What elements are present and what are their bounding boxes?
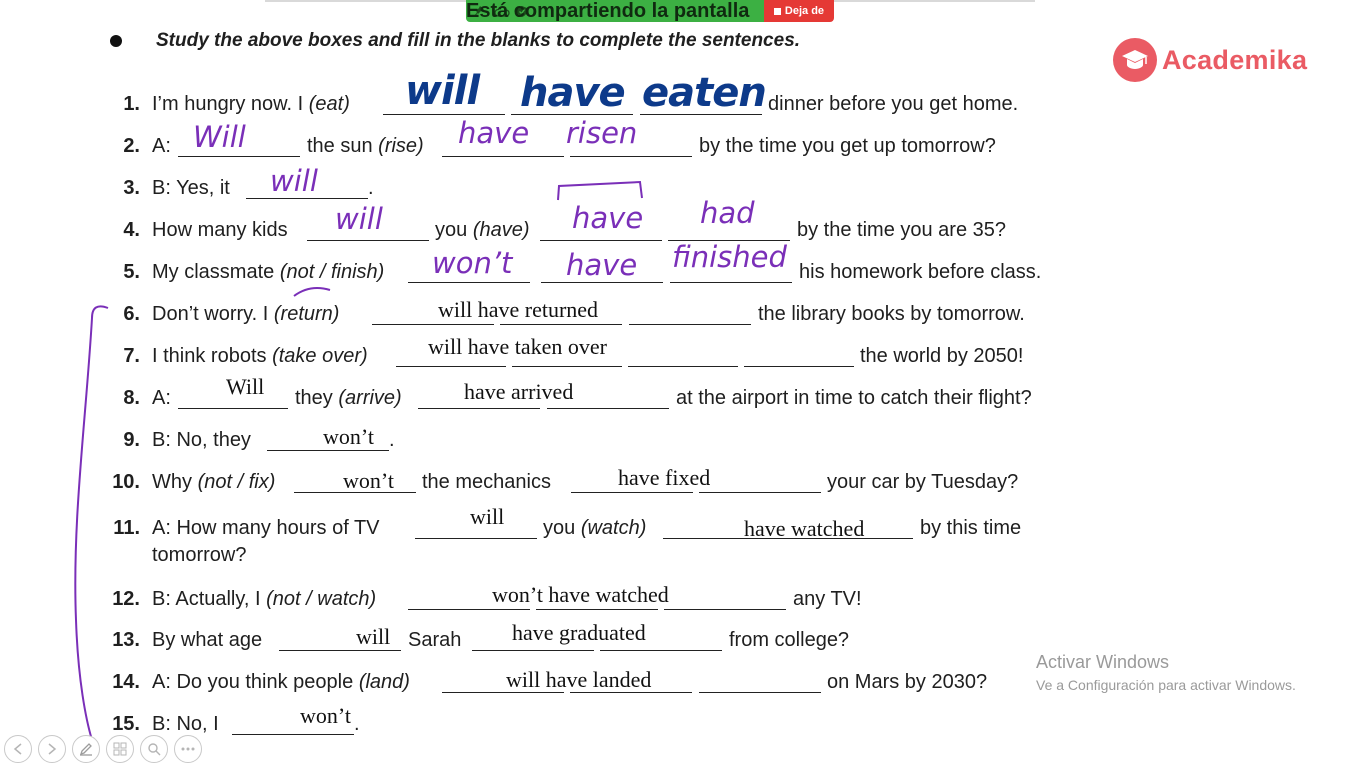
sentence-number: 9.	[123, 429, 140, 451]
sentence-text: A: Do you think people (land)	[152, 671, 410, 693]
watermark-subtitle: Ve a Configuración para activar Windows.	[1036, 677, 1296, 693]
handwritten-answer: risen	[566, 116, 638, 150]
typed-answer: will	[356, 624, 391, 649]
windows-activation-watermark	[1036, 652, 1296, 693]
sentence-text: B: Actually, I (not / watch)	[152, 588, 377, 610]
sharing-label: Está compartiendo la pantalla	[466, 0, 750, 22]
handwritten-answer: have	[458, 116, 530, 150]
sentence-text: A:	[152, 387, 171, 409]
sentence-text: Sarah	[408, 629, 462, 651]
handwritten-answer: eaten	[642, 70, 766, 116]
typed-answer: won’t	[323, 424, 374, 449]
sentence-number: 10.	[112, 471, 140, 493]
sentence-number: 4.	[123, 219, 140, 241]
sentence-text: at the airport in time to catch their flight?	[676, 387, 1032, 409]
sentence-number: 13.	[112, 629, 140, 651]
sentence-text: By what age	[152, 629, 263, 651]
typed-answer: will	[470, 504, 505, 529]
sentence-number: 14.	[112, 671, 140, 693]
typed-answer: have watched	[744, 516, 865, 541]
typed-answer: have fixed	[618, 465, 711, 490]
sentence-text: B: Yes, it	[152, 177, 230, 199]
sentence-number: 8.	[123, 387, 140, 409]
sentence-number: 6.	[123, 303, 140, 325]
sentence-text: your car by Tuesday?	[827, 471, 1019, 493]
sentence-text: Why (not / fix)	[152, 471, 276, 493]
previous-slide-button[interactable]	[4, 735, 32, 763]
pen-icon	[78, 741, 94, 757]
sentence-number: 3.	[123, 177, 140, 199]
handwritten-answer: finished	[672, 240, 787, 274]
sentence-text: I think robots (take over)	[152, 345, 368, 367]
sentence-number: 11.	[113, 517, 140, 539]
sentence-text: the world by 2050!	[860, 345, 1024, 367]
sentence-text: on Mars by 2030?	[827, 671, 988, 693]
handwritten-answer: Will	[193, 120, 246, 154]
sentence-text: his homework before class.	[799, 261, 1042, 283]
arrow-right-icon	[47, 743, 57, 755]
sentence-number: 12.	[112, 588, 140, 610]
handwritten-answer: will	[405, 68, 480, 114]
sentence-text: I’m hungry now. I (eat)	[152, 93, 350, 115]
typed-answer: will have returned	[438, 297, 599, 322]
grid-icon	[113, 742, 127, 756]
typed-answer: will have taken over	[428, 334, 607, 359]
sentence-text: Don’t worry. I (return)	[152, 303, 340, 325]
sentence-text: they (arrive)	[295, 387, 402, 409]
sentence-text: from college?	[729, 629, 850, 651]
handwritten-answer: had	[700, 196, 755, 230]
sentence-text: .	[368, 177, 374, 199]
sentence-text: .	[389, 429, 395, 451]
sentence-number: 5.	[123, 261, 140, 283]
handwritten-answer: will	[335, 202, 383, 236]
sentence-text: by the time you get up tomorrow?	[699, 135, 996, 157]
sentence-text: B: No, I	[152, 713, 219, 735]
brand-name: Academika	[1162, 44, 1308, 75]
zoom-button[interactable]	[140, 735, 168, 763]
sentence-text: you (have)	[435, 219, 530, 241]
typed-answer: Will	[226, 374, 265, 399]
sentence-text: the library books by tomorrow.	[758, 303, 1025, 325]
typed-answer: have graduated	[512, 620, 646, 645]
slideshow-toolbar	[4, 735, 202, 763]
sentence-text: .	[354, 713, 360, 735]
sentence-text: the mechanics	[422, 471, 551, 493]
handwritten-answer: have	[520, 70, 625, 116]
sentence-text: you (watch)	[543, 517, 647, 539]
arrow-left-icon	[13, 743, 23, 755]
sentence-text: any TV!	[793, 588, 862, 610]
handwritten-answer: won’t	[432, 246, 513, 280]
sentence-text: How many kids	[152, 219, 288, 241]
watermark-title: Activar Windows	[1036, 652, 1170, 672]
instructions-text: Study the above boxes and fill in the blanks to complete the sentences.	[156, 30, 801, 51]
sentence-text: by this time	[920, 517, 1022, 539]
handwritten-answer: have	[566, 248, 638, 282]
stop-sharing-label: Deja de	[784, 5, 825, 17]
handwritten-answer: will	[270, 164, 318, 198]
sentence-text: My classmate (not / finish)	[152, 261, 385, 283]
slides-grid-button[interactable]	[106, 735, 134, 763]
typed-answer: won’t	[343, 468, 394, 493]
typed-answer: will have landed	[506, 667, 652, 692]
sentence-text: B: No, they	[152, 429, 251, 451]
more-options-button[interactable]	[174, 735, 202, 763]
sentence-number: 7.	[123, 345, 140, 367]
pen-tool-button[interactable]	[72, 735, 100, 763]
sentence-number: 2.	[123, 135, 140, 157]
sentence-text: A: How many hours of TV	[152, 517, 380, 539]
next-slide-button[interactable]	[38, 735, 66, 763]
magnifier-icon	[147, 742, 161, 756]
sentence-number: 15.	[112, 713, 140, 735]
sentence-text: by the time you are 35?	[797, 219, 1007, 241]
sentence-text: dinner before you get home.	[768, 93, 1019, 115]
sentence-text: the sun (rise)	[307, 135, 424, 157]
typed-answer: won’t have watched	[492, 582, 669, 607]
ellipsis-icon	[181, 746, 195, 752]
sentence-text: tomorrow?	[152, 544, 247, 566]
sentence-text: A:	[152, 135, 171, 157]
handwritten-answer: have	[572, 201, 644, 235]
typed-answer: have arrived	[464, 379, 574, 404]
sentence-number: 1.	[123, 93, 140, 115]
typed-answer: won’t	[300, 703, 351, 728]
